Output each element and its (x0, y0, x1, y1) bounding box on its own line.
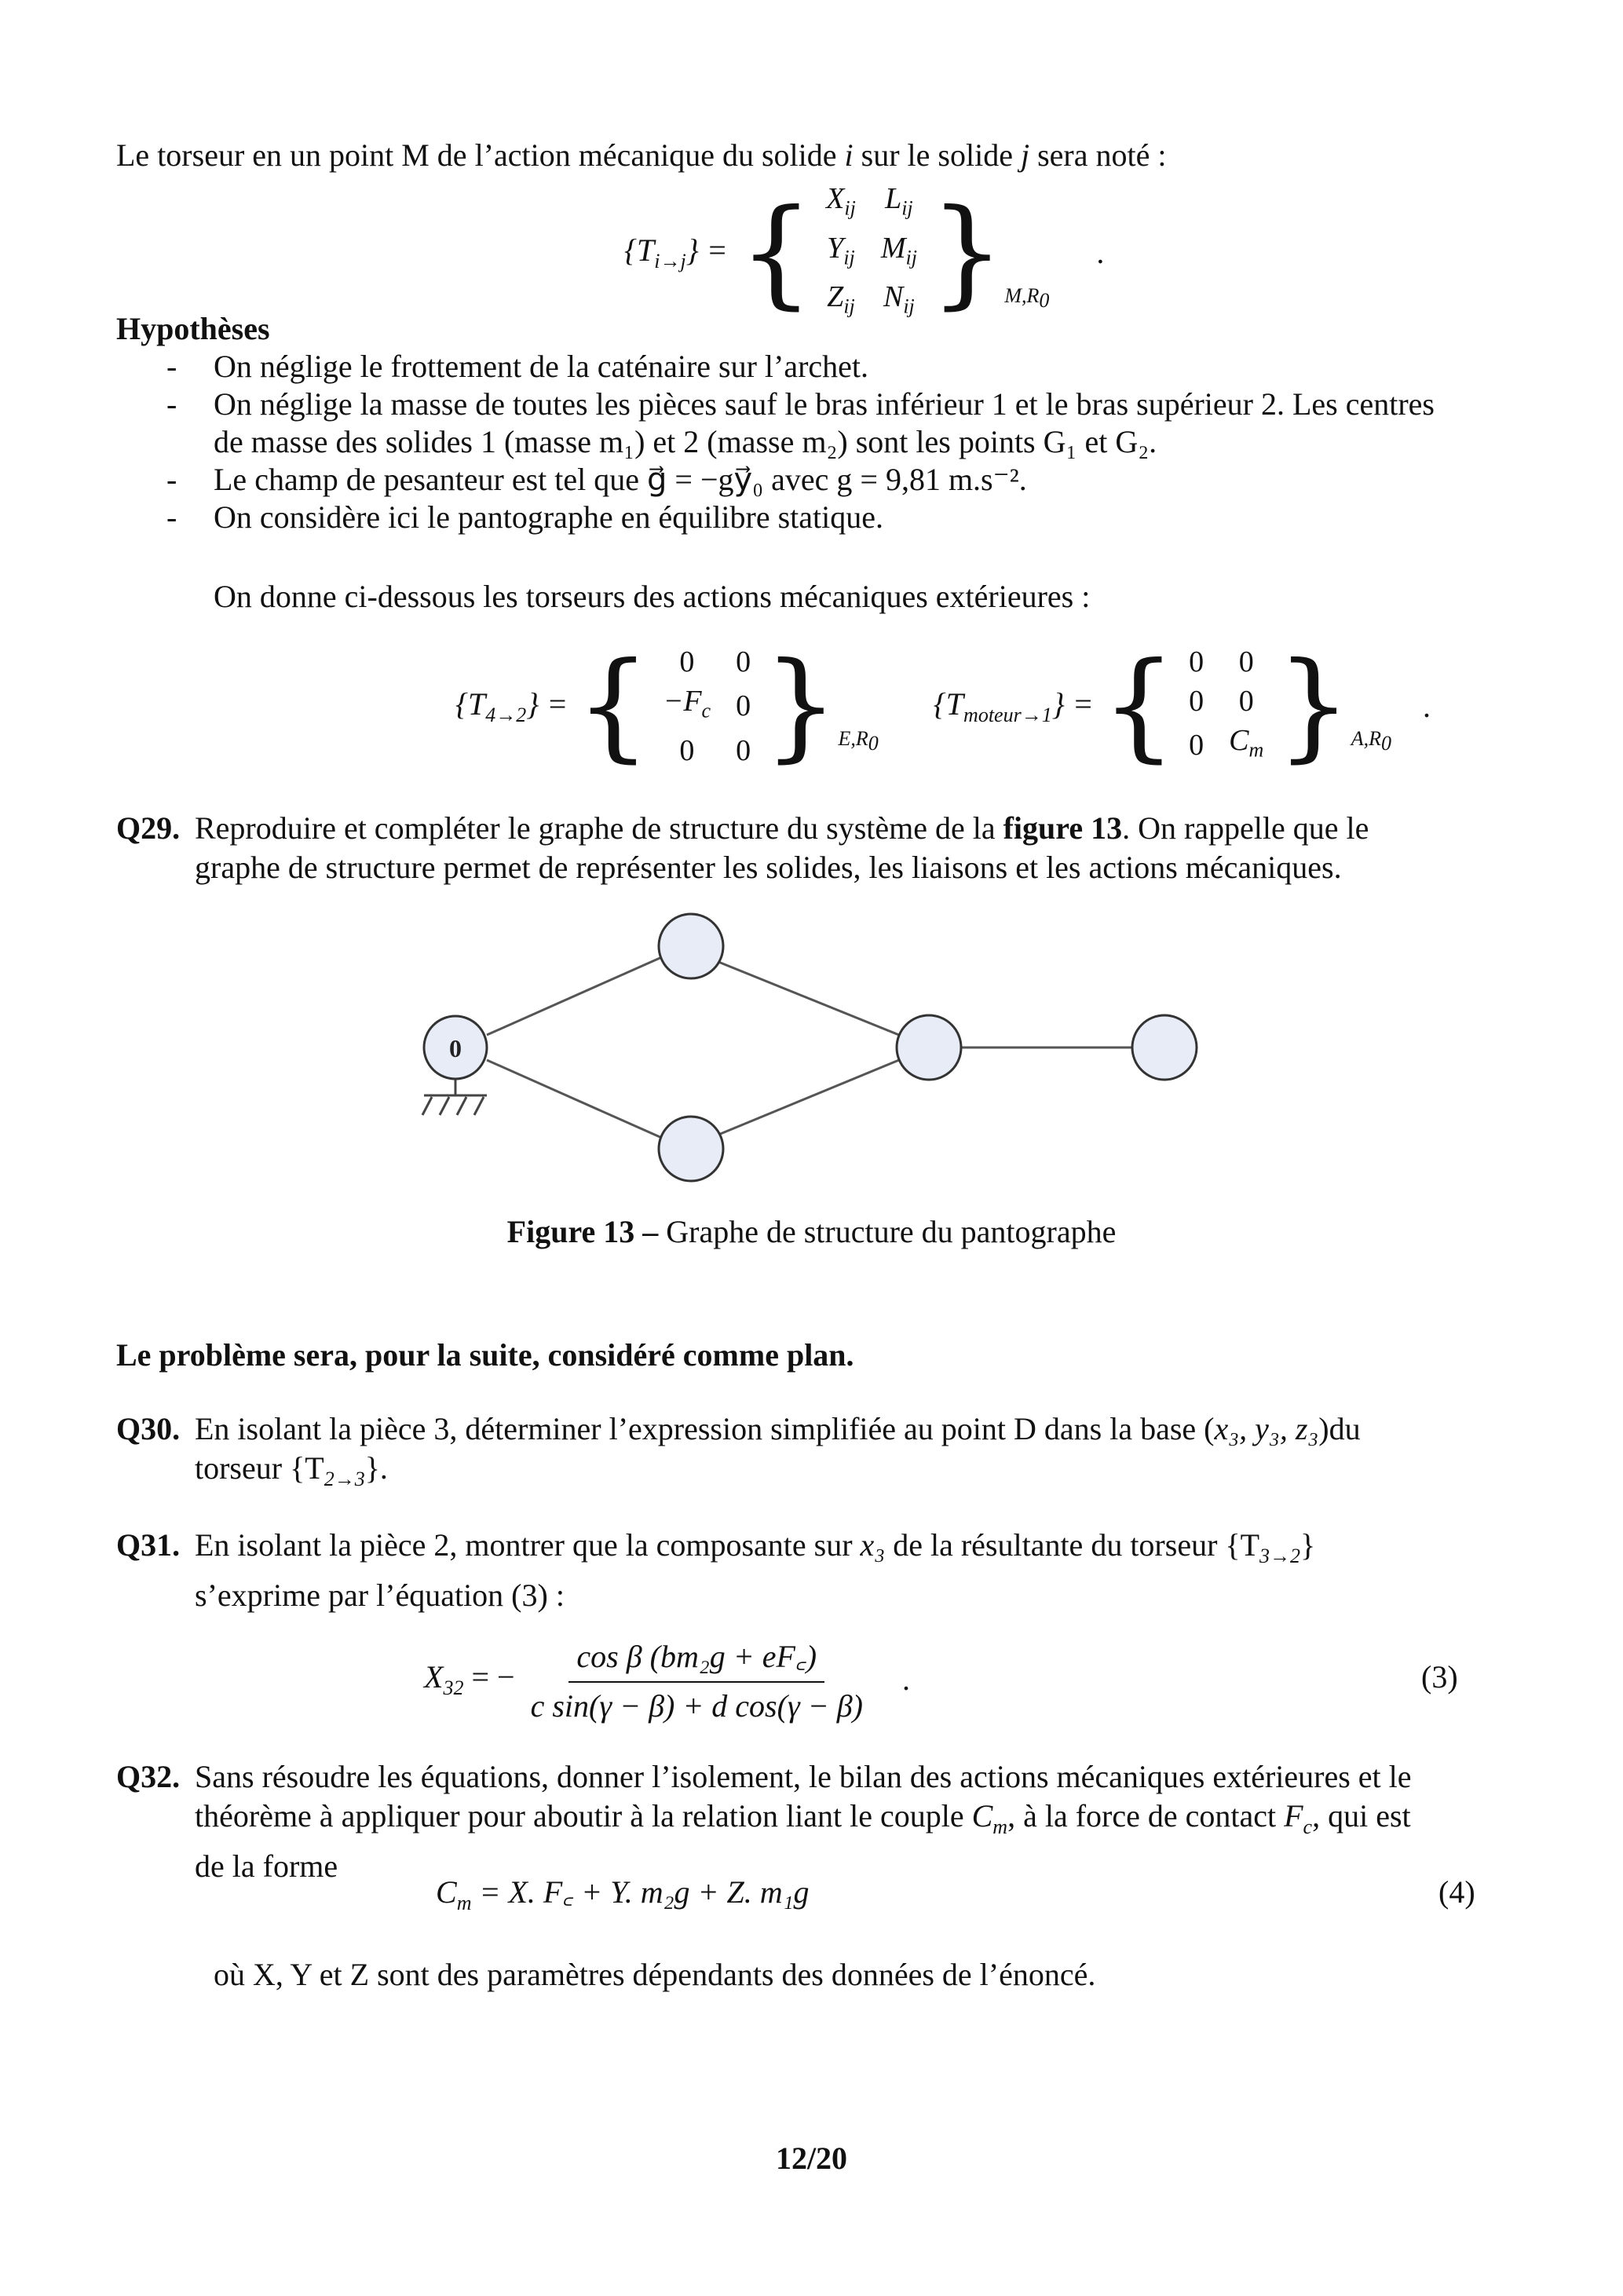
graph-edge (487, 1060, 663, 1139)
q30-text: En isolant la pièce 3, déterminer l’expression simplifiée au point D dans la base (x₃, y₃, z₃)du torseur $\{T_{2\to 3}\}$. (195, 1411, 1361, 1490)
plan-statement: Le problème sera, pour la suite, considéré comme plan. (116, 1337, 854, 1373)
graph-node (659, 914, 723, 978)
tmoteur-label: $\{T_{moteur\to 1}\}$ = (933, 686, 1094, 726)
q32-text: Sans résoudre les équations, donner l’isolement, le bilan des actions mécaniques extérieures et le théorème à appliquer pour aboutir à la relation liant le couple $C_m$, à la force de contact $F_c$, qui est de la forme (195, 1759, 1412, 1884)
q31-label: Q31. (116, 1527, 181, 1563)
graph-edge (718, 962, 899, 1035)
hypotheses-title: Hypothèses (116, 311, 270, 346)
q31-text: En isolant la pièce 2, montrer que la composante sur x₃ de la résultante du torseur $\{T_{3\to 2}\}$ s’exprime par l’équation (3) : (195, 1527, 1316, 1613)
eq3-fraction: $\frac{\text{cos β (bm₂g + eF꜀)}}{\text{c sin(γ − β) + d cos(γ − β)}}$ (523, 1633, 871, 1724)
graph-node (897, 1015, 961, 1080)
external-torseurs: $\{T_{4\to 2}\}$ = { 0 0 $-F_c$ 0 0 0 } $E,R_0$ $\{T_{moteur\to 1}\}$ = { 0 0 0 0 0 $C_m$ } $A,R_0$ . (455, 638, 1431, 775)
ground-node-label: 0 (449, 1034, 462, 1062)
intro-sentence: Le torseur en un point M de l’action mécanique du solide i sur le solide j sera noté : (116, 137, 1167, 173)
hypothesis-item: - On néglige la masse de toutes les pièces sauf le bras inférieur 1 et le bras supérieur 2. Les centres (166, 386, 1435, 422)
equation-4-number: (4) (1438, 1874, 1475, 1910)
page-number: 12/20 (775, 2141, 848, 2176)
q30-label: Q30. (116, 1411, 181, 1446)
torseur-definition: $\{T_{i\to j}\}$ = { $X_{ij}$ $L_{ij}$ $Y_{ij}$ $M_{ij}$ $Z_{ij}$ $N_{ij}$ } $M,R_0$ . (624, 179, 1104, 327)
ground-hatch (457, 1097, 466, 1115)
t42-label: $\{T_{4\to 2}\}$ = (455, 686, 568, 726)
equation-3: $X_{32}$ = − $\frac{\text{cos β (bm₂g + eF꜀)}}{\text{c sin(γ − β) + d cos(γ − β)}}$ . (424, 1633, 910, 1724)
ground-hatch (422, 1097, 432, 1115)
q29-text: Reproduire et compléter le graphe de structure du système de la figure 13. On rappelle que le graphe de structure permet de représenter les solides, les liaisons et les actions mécaniques. (195, 810, 1369, 885)
hypothesis-item: - Le champ de pesanteur est tel que g⃗ = −gy⃗₀ avec g = 9,81 m.s⁻². (166, 462, 1027, 497)
graph-node (659, 1117, 723, 1181)
hypothesis-item: - On néglige le frottement de la caténaire sur l’archet. (166, 349, 869, 384)
ground-hatch (474, 1097, 484, 1115)
equation-3-number: (3) (1421, 1659, 1458, 1695)
graph-edge (487, 956, 663, 1035)
ground-hatch (440, 1097, 449, 1115)
given-torseurs-intro: On donne ci-dessous les torseurs des actions mécaniques extérieures : (214, 579, 1091, 614)
q32-label: Q32. (116, 1759, 181, 1794)
graph-edge (718, 1060, 899, 1135)
hypothesis-item-continuation: de masse des solides 1 (masse m₁) et 2 (masse m₂) sont les points G₁ et G₂. (214, 424, 1157, 459)
torseur-matrix: $X_{ij}$ $L_{ij}$ $Y_{ij}$ $M_{ij}$ $Z_{ij}$ $N_{ij}$ (826, 182, 917, 318)
q29-label: Q29. (116, 810, 181, 846)
equation-4: $C_m = X$. F꜀ + Y. m₂g + Z. m₁g (436, 1874, 810, 1914)
hypothesis-item: - On considère ici le pantographe en équilibre statique. (166, 499, 884, 535)
graph-node (1132, 1015, 1197, 1080)
figure-caption: Figure 13 – Graphe de structure du pantographe (506, 1214, 1117, 1249)
tmoteur-matrix: 0 0 0 0 0 $C_m$ (1189, 645, 1264, 762)
t42-matrix: 0 0 $-F_c$ 0 0 0 (663, 645, 751, 767)
parameters-note: où X, Y et Z sont des paramètres dépendants des données de l’énoncé. (214, 1957, 1096, 1992)
